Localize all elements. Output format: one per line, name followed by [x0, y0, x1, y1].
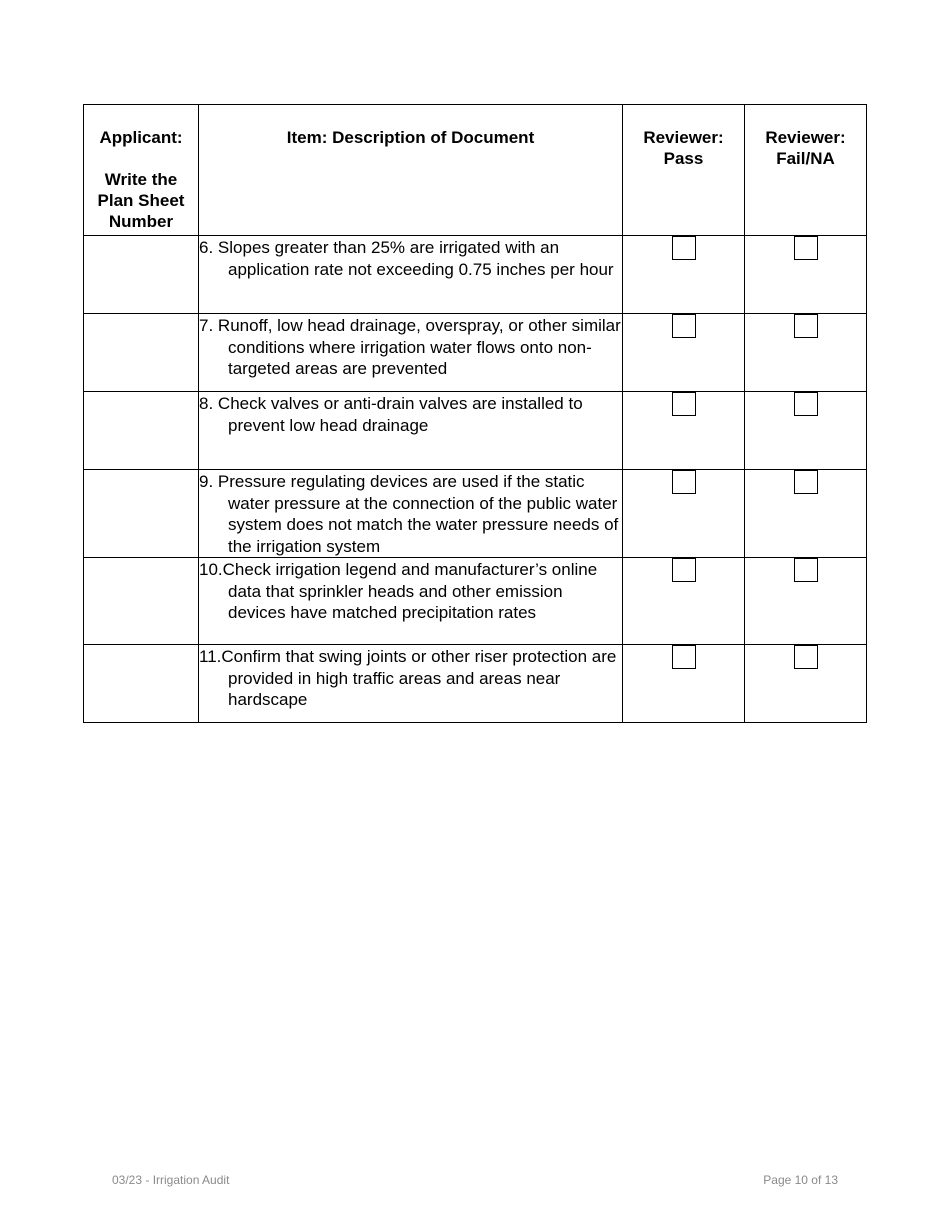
fail-checkbox[interactable] — [794, 314, 818, 338]
item-description: 11.Confirm that swing joints or other riser protection are provided in high traffic areas and areas near hardscape — [199, 645, 623, 723]
plan-sheet-cell[interactable] — [84, 236, 199, 314]
pass-cell — [623, 645, 745, 723]
pass-cell — [623, 558, 745, 645]
pass-header: Reviewer: Pass — [623, 105, 745, 236]
pass-checkbox[interactable] — [672, 392, 696, 416]
pass-cell — [623, 236, 745, 314]
pass-checkbox[interactable] — [672, 558, 696, 582]
fail-cell — [745, 236, 867, 314]
header-row — [84, 105, 867, 236]
fail-cell — [745, 314, 867, 392]
table-row — [84, 314, 867, 392]
table-row — [84, 236, 867, 314]
pass-cell — [623, 314, 745, 392]
pass-cell — [623, 392, 745, 470]
fail-cell — [745, 558, 867, 645]
footer-page-number: Page 10 of 13 — [763, 1173, 838, 1187]
table-row — [84, 470, 867, 558]
plan-sheet-cell[interactable] — [84, 558, 199, 645]
table-row — [84, 645, 867, 723]
fail-header: Reviewer: Fail/NA — [745, 105, 867, 236]
item-description: 8. Check valves or anti-drain valves are installed to prevent low head drainage — [199, 392, 623, 470]
checklist-table — [83, 104, 867, 723]
fail-checkbox[interactable] — [794, 558, 818, 582]
pass-checkbox[interactable] — [672, 645, 696, 669]
table-row — [84, 558, 867, 645]
item-description: 10.Check irrigation legend and manufacturer’s online data that sprinkler heads and other emission devices have matched precipitation rates — [199, 558, 623, 645]
pass-checkbox[interactable] — [672, 470, 696, 494]
plan-sheet-cell[interactable] — [84, 645, 199, 723]
pass-checkbox[interactable] — [672, 236, 696, 260]
plan-sheet-cell[interactable] — [84, 470, 199, 558]
pass-checkbox[interactable] — [672, 314, 696, 338]
fail-checkbox[interactable] — [794, 236, 818, 260]
fail-cell — [745, 470, 867, 558]
item-description: 7. Runoff, low head drainage, overspray, or other similar conditions where irrigation water flows onto non-targeted areas are prevented — [199, 314, 623, 392]
plan-sheet-cell[interactable] — [84, 314, 199, 392]
fail-checkbox[interactable] — [794, 470, 818, 494]
fail-checkbox[interactable] — [794, 392, 818, 416]
plan-sheet-cell[interactable] — [84, 392, 199, 470]
fail-cell — [745, 645, 867, 723]
pass-cell — [623, 470, 745, 558]
fail-checkbox[interactable] — [794, 645, 818, 669]
fail-cell — [745, 392, 867, 470]
item-description: 6. Slopes greater than 25% are irrigated with an application rate not exceeding 0.75 inches per hour — [199, 236, 623, 314]
table-row — [84, 392, 867, 470]
applicant-header: Applicant: Write the Plan Sheet Number — [84, 105, 199, 236]
item-description: 9. Pressure regulating devices are used if the static water pressure at the connection of the public water system does not match the water pressure needs of the irrigation system — [199, 470, 623, 558]
item-header: Item: Description of Document — [199, 105, 623, 236]
footer-document-label: 03/23 - Irrigation Audit — [112, 1173, 230, 1187]
